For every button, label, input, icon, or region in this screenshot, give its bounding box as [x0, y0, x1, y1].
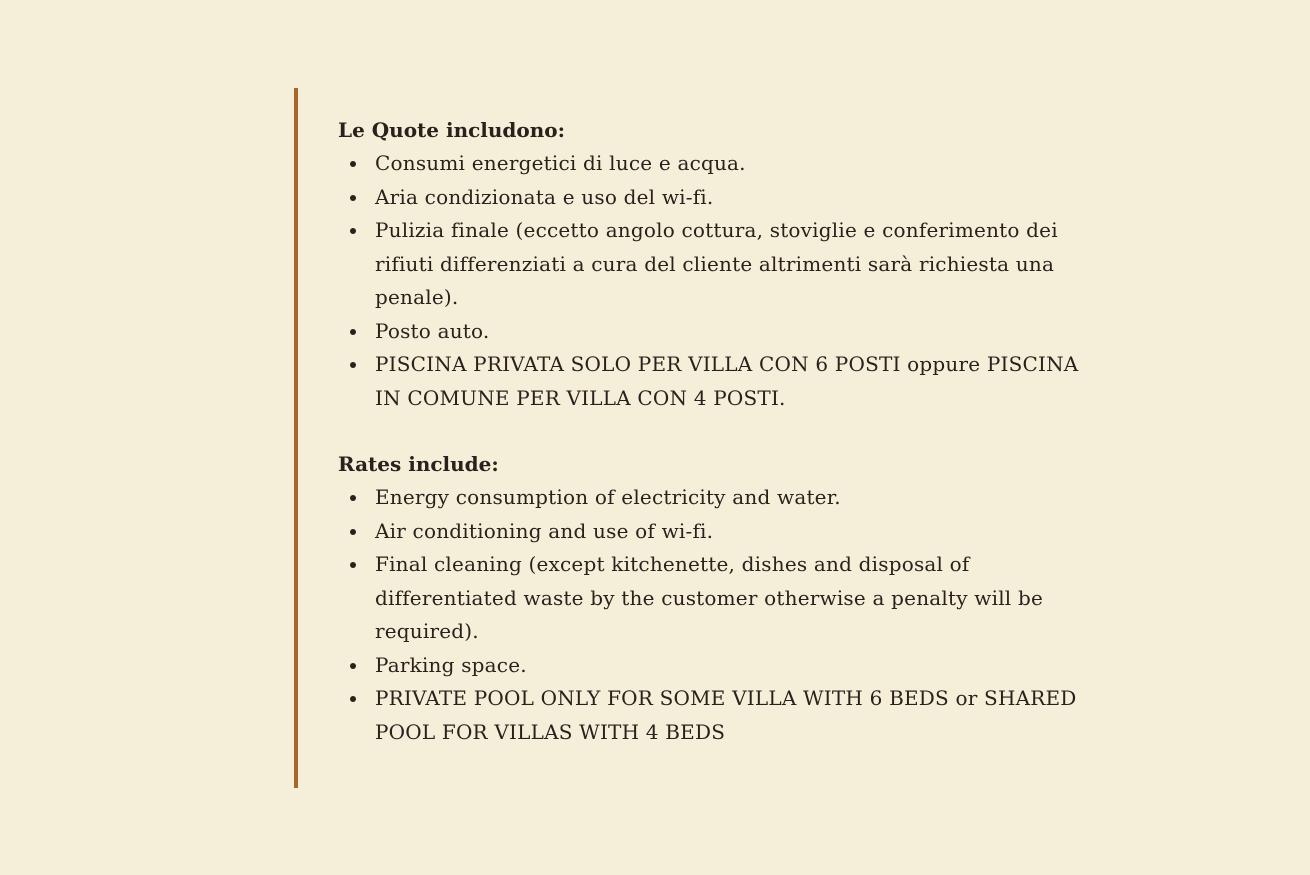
accent-bar — [294, 88, 298, 788]
list-item — [338, 315, 1098, 349]
list-item — [338, 682, 1098, 749]
english-section — [338, 447, 1098, 749]
list-item-text: Energy consumption of electricity and water. — [375, 485, 841, 509]
rates-content — [338, 113, 1098, 749]
italian-list — [338, 147, 1098, 415]
list-item — [338, 147, 1098, 181]
bullet-icon — [350, 195, 356, 201]
section-spacer — [338, 415, 1098, 447]
bullet-icon — [350, 663, 356, 669]
list-item — [338, 649, 1098, 683]
bullet-icon — [350, 161, 356, 167]
bullet-icon — [350, 562, 356, 568]
italian-section — [338, 113, 1098, 415]
english-list — [338, 481, 1098, 749]
list-item-text: Posto auto. — [375, 318, 490, 343]
bullet-icon — [350, 495, 356, 501]
list-item — [338, 214, 1098, 315]
bullet-icon — [350, 362, 356, 368]
list-item-text: Air conditioning and use of wi-fi. — [375, 518, 714, 543]
list-item — [338, 481, 1098, 515]
list-item — [338, 548, 1098, 649]
list-item-text: PISCINA PRIVATA SOLO PER VILLA CON 6 POSTI oppure PISCINA IN COMUNE PER VILLA CON 4 POSTI. — [375, 352, 1079, 410]
italian-section-title: Le Quote includono: — [338, 118, 566, 142]
bullet-icon — [350, 228, 356, 234]
bullet-icon — [350, 329, 356, 335]
list-item-text: Consumi energetici di luce e acqua. — [375, 151, 746, 175]
list-item-text: Final cleaning (except kitchenette, dishes and disposal of differentiated waste by the customer otherwise a penalty will be required). — [375, 552, 1044, 643]
bullet-icon — [350, 696, 356, 702]
list-item — [338, 515, 1098, 549]
english-section-title: Rates include: — [338, 452, 499, 476]
bullet-icon — [350, 529, 356, 535]
list-item-text: Pulizia finale (eccetto angolo cottura, stoviglie e conferimento dei rifiuti differenziati a cura del cliente altrimenti sarà richiesta una penale). — [375, 218, 1058, 309]
list-item-text: PRIVATE POOL ONLY FOR SOME VILLA WITH 6 BEDS or SHARED POOL FOR VILLAS WITH 4 BEDS — [375, 686, 1077, 744]
list-item — [338, 348, 1098, 415]
list-item-text: Aria condizionata e uso del wi-fi. — [375, 184, 714, 209]
list-item — [338, 181, 1098, 215]
list-item-text: Parking space. — [375, 652, 527, 677]
